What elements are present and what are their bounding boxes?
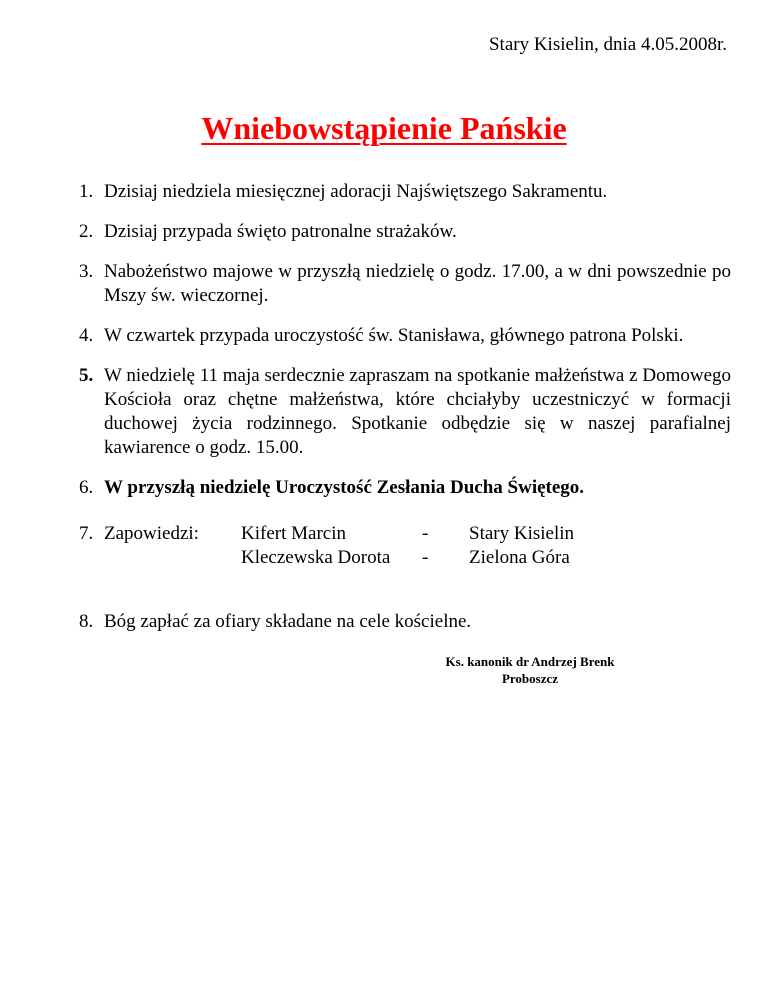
banns-separator: -	[422, 523, 429, 544]
banns-row-2	[104, 546, 731, 570]
item-text: W przyszłą niedzielę Uroczystość Zesłania Ducha Świętego.	[104, 477, 585, 498]
item-number: 2.	[79, 221, 94, 242]
signature-name: Ks. kanonik dr Andrzej Brenk	[445, 654, 615, 669]
announcement-item-8	[79, 610, 731, 634]
signature-role: Proboszcz	[501, 671, 559, 686]
item-text: Nabożeństwo majowe w przyszłą niedzielę o godz. 17.00, a w dni powszednie po Mszy św. wieczornej.	[104, 261, 731, 306]
announcement-item-2	[79, 220, 731, 244]
date-line: Stary Kisielin, dnia 4.05.2008r.	[488, 34, 727, 55]
banns-person-name: Kleczewska Dorota	[241, 547, 391, 568]
item-number: 3.	[79, 261, 94, 282]
banns-person-place: Stary Kisielin	[469, 523, 575, 544]
item-number: 1.	[79, 181, 94, 202]
item-text: Dzisiaj niedziela miesięcznej adoracji Najświętszego Sakramentu.	[104, 181, 608, 202]
item-text: W czwartek przypada uroczystość św. Stanisława, głównego patrona Polski.	[104, 325, 684, 346]
item-number: 6.	[79, 477, 94, 498]
banns-separator: -	[422, 547, 429, 568]
item-text: Bóg zapłać za ofiary składane na cele kościelne.	[104, 611, 472, 632]
announcement-item-5	[79, 364, 731, 460]
banns-row-1	[104, 522, 731, 546]
banns-person-name: Kifert Marcin	[241, 523, 346, 544]
banns-person-place: Zielona Góra	[469, 547, 570, 568]
announcement-item-3	[79, 260, 731, 308]
page-title: Wniebowstąpienie Pańskie	[201, 110, 567, 146]
banns-block	[104, 522, 731, 570]
item-number: 4.	[79, 325, 94, 346]
item-number: 5.	[79, 365, 94, 386]
item-number: 7.	[79, 523, 94, 544]
announcement-item-7-banns	[79, 522, 731, 570]
item-text: W niedzielę 11 maja serdecznie zapraszam na spotkanie małżeństwa z Domowego Kościoła oraz chętne małżeństwa, które chciałyby uczestniczyć w formacji duchowej życia rodzinnego. Spotkanie odbędzie się w naszej parafialnej kawiarence o godz. 15.00.	[104, 365, 731, 458]
announcement-item-6	[79, 476, 731, 500]
announcement-item-1	[79, 180, 731, 204]
signature-block	[400, 653, 660, 687]
item-number: 8.	[79, 611, 94, 632]
announcement-item-4	[79, 324, 731, 348]
item-text: Dzisiaj przypada święto patronalne strażaków.	[104, 221, 457, 242]
announcement-list	[79, 180, 731, 634]
banns-label: Zapowiedzi:	[104, 523, 199, 544]
